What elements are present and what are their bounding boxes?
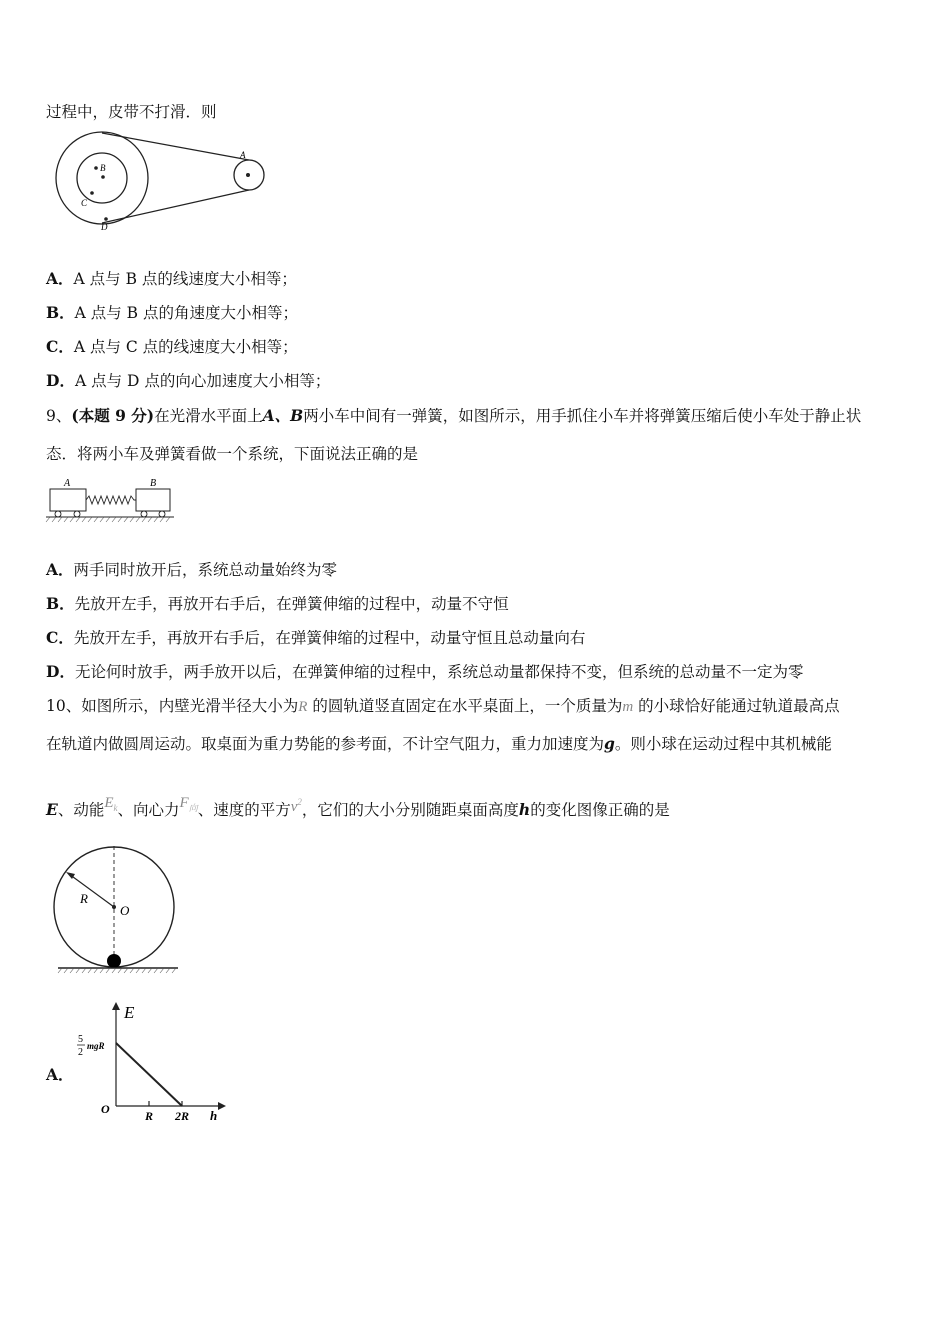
q10-stem-line-3	[46, 795, 670, 827]
symbol-ek	[104, 795, 117, 811]
y-tick-unit: mgR	[87, 1041, 105, 1051]
q10-text: 。则小球在运动过程中其机械能	[614, 735, 832, 753]
option-text: 无论何时放手，两手放开以后，在弹簧伸缩的过程中，系统总动量都保持不变，但系统的总动量不一定为零	[74, 663, 804, 681]
origin-label: O	[101, 1102, 110, 1116]
q10-number: 10、	[46, 697, 82, 715]
option-a-energy-graph	[72, 998, 232, 1128]
label-b: B	[100, 163, 106, 173]
wheel	[74, 511, 80, 517]
q9-text: 在光滑水平面上	[154, 407, 263, 425]
q10-text: ，它们的大小分别随距桌面高度	[301, 801, 519, 819]
center-dot	[112, 905, 116, 909]
spring	[86, 496, 136, 504]
radius-line	[69, 874, 114, 907]
q10-text: 、动能	[57, 801, 105, 819]
point-b-dot	[94, 166, 98, 170]
symbol-g: g	[604, 734, 615, 753]
option-text: 先放开左手，再放开右手后，在弹簧伸缩的过程中，动量不守恒	[74, 595, 509, 613]
q9-stem-line-1	[46, 405, 861, 427]
point-d-dot	[104, 217, 108, 221]
q9-option-b	[46, 593, 509, 615]
label-d: D	[101, 222, 108, 232]
option-text: A 点与 B 点的线速度大小相等；	[73, 270, 297, 288]
q10-text: 的圆轨道竖直固定在水平桌面上，一个质量为	[312, 697, 623, 715]
label-r: R	[80, 891, 88, 906]
symbol-h: h	[518, 800, 531, 819]
y-tick-den: 2	[78, 1047, 83, 1058]
symbol-v-main: v	[290, 799, 298, 815]
option-letter: B．	[46, 303, 75, 322]
y-tick-label-fraction	[77, 1034, 105, 1058]
q9-ab: A、B	[262, 406, 304, 425]
point-b2-dot	[101, 175, 105, 179]
cart-a	[50, 489, 86, 511]
y-tick-num: 5	[78, 1034, 83, 1045]
q8-option-a	[46, 268, 297, 290]
cart-b	[136, 489, 170, 511]
q10-stem-line-1	[46, 695, 840, 718]
option-letter: A．	[46, 560, 74, 579]
label-o: O	[120, 903, 130, 918]
symbol-fn-main: F	[179, 795, 189, 811]
label-c: C	[81, 198, 88, 208]
q9-text: 两小车中间有一弹簧，如图所示，用手抓住小车并将弹簧压缩后使小车处于静止状	[303, 407, 862, 425]
symbol-v2	[291, 799, 302, 815]
q9-option-c	[46, 627, 585, 649]
intro-line: 过程中，皮带不打滑．则	[46, 103, 217, 121]
option-text: 两手同时放开后，系统总动量始终为零	[73, 561, 338, 579]
symbol-v-sup: 2	[297, 797, 302, 807]
q9-option-d	[46, 661, 803, 683]
q10-text: 如图所示，内壁光滑半径大小为	[81, 697, 299, 715]
q8-option-b	[46, 302, 298, 324]
table-hatch	[58, 968, 176, 973]
option-letter: C．	[46, 337, 74, 356]
q10-text: 的小球恰好能通过轨道最高点	[638, 697, 840, 715]
point-a-dot	[246, 173, 250, 177]
wheel	[141, 511, 147, 517]
option-text: A 点与 B 点的角速度大小相等；	[74, 304, 298, 322]
circular-track-figure	[52, 840, 182, 975]
x-tick-label-r: R	[144, 1109, 154, 1123]
wheel	[159, 511, 165, 517]
q10-option-a-letter: A．	[46, 1065, 74, 1084]
label-a: A	[240, 150, 246, 160]
y-axis-label: E	[124, 1003, 135, 1022]
pulley-belt-figure	[52, 130, 277, 240]
x-axis-arrow	[218, 1102, 226, 1110]
symbol-ek-sub: k	[113, 803, 118, 813]
q10-text: 、速度的平方	[197, 801, 291, 819]
q9-option-a	[46, 559, 337, 581]
q10-text: 、向心力	[117, 801, 180, 819]
ball	[107, 954, 121, 968]
energy-series-line	[116, 1043, 182, 1106]
ground-hatch	[46, 517, 170, 522]
q8-option-c	[46, 336, 298, 358]
q9-number: 9、	[46, 407, 72, 425]
belt-bottom	[102, 190, 249, 223]
x-axis-label: h	[210, 1108, 218, 1123]
label-b: B	[150, 478, 157, 489]
option-letter: B．	[46, 594, 75, 613]
option-letter: C．	[46, 628, 74, 647]
option-letter: D．	[46, 662, 75, 681]
symbol-fn	[180, 795, 198, 811]
symbol-ek-main: E	[104, 795, 114, 811]
q9-meta: (本题 9 分)	[71, 406, 155, 425]
q10-stem-line-2	[46, 733, 832, 755]
option-text: 先放开左手，再放开右手后，在弹簧伸缩的过程中，动量守恒且总动量向右	[73, 629, 586, 647]
symbol-e: E	[46, 800, 58, 819]
option-letter: A．	[46, 269, 74, 288]
y-axis-arrow	[112, 1002, 120, 1010]
point-c-dot	[90, 191, 94, 195]
x-tick-label-2r: 2R	[174, 1109, 190, 1123]
q10-text: 在轨道内做圆周运动。取桌面为重力势能的参考面，不计空气阻力，重力加速度为	[46, 735, 605, 753]
option-text: A 点与 C 点的线速度大小相等；	[73, 338, 298, 356]
q10-text: 的变化图像正确的是	[530, 801, 670, 819]
symbol-m: m	[622, 699, 634, 715]
option-text: A 点与 D 点的向心加速度大小相等；	[74, 372, 331, 390]
option-letter: D．	[46, 371, 75, 390]
carts-spring-figure	[46, 475, 176, 525]
q9-stem-line-2: 态．将两小车及弹簧看做一个系统，下面说法正确的是	[46, 445, 419, 463]
wheel	[55, 511, 61, 517]
symbol-r: R	[298, 699, 308, 715]
symbol-fn-sub: 向	[188, 803, 198, 813]
label-a: A	[64, 478, 71, 489]
q8-option-d	[46, 370, 330, 392]
belt-top	[102, 133, 249, 160]
